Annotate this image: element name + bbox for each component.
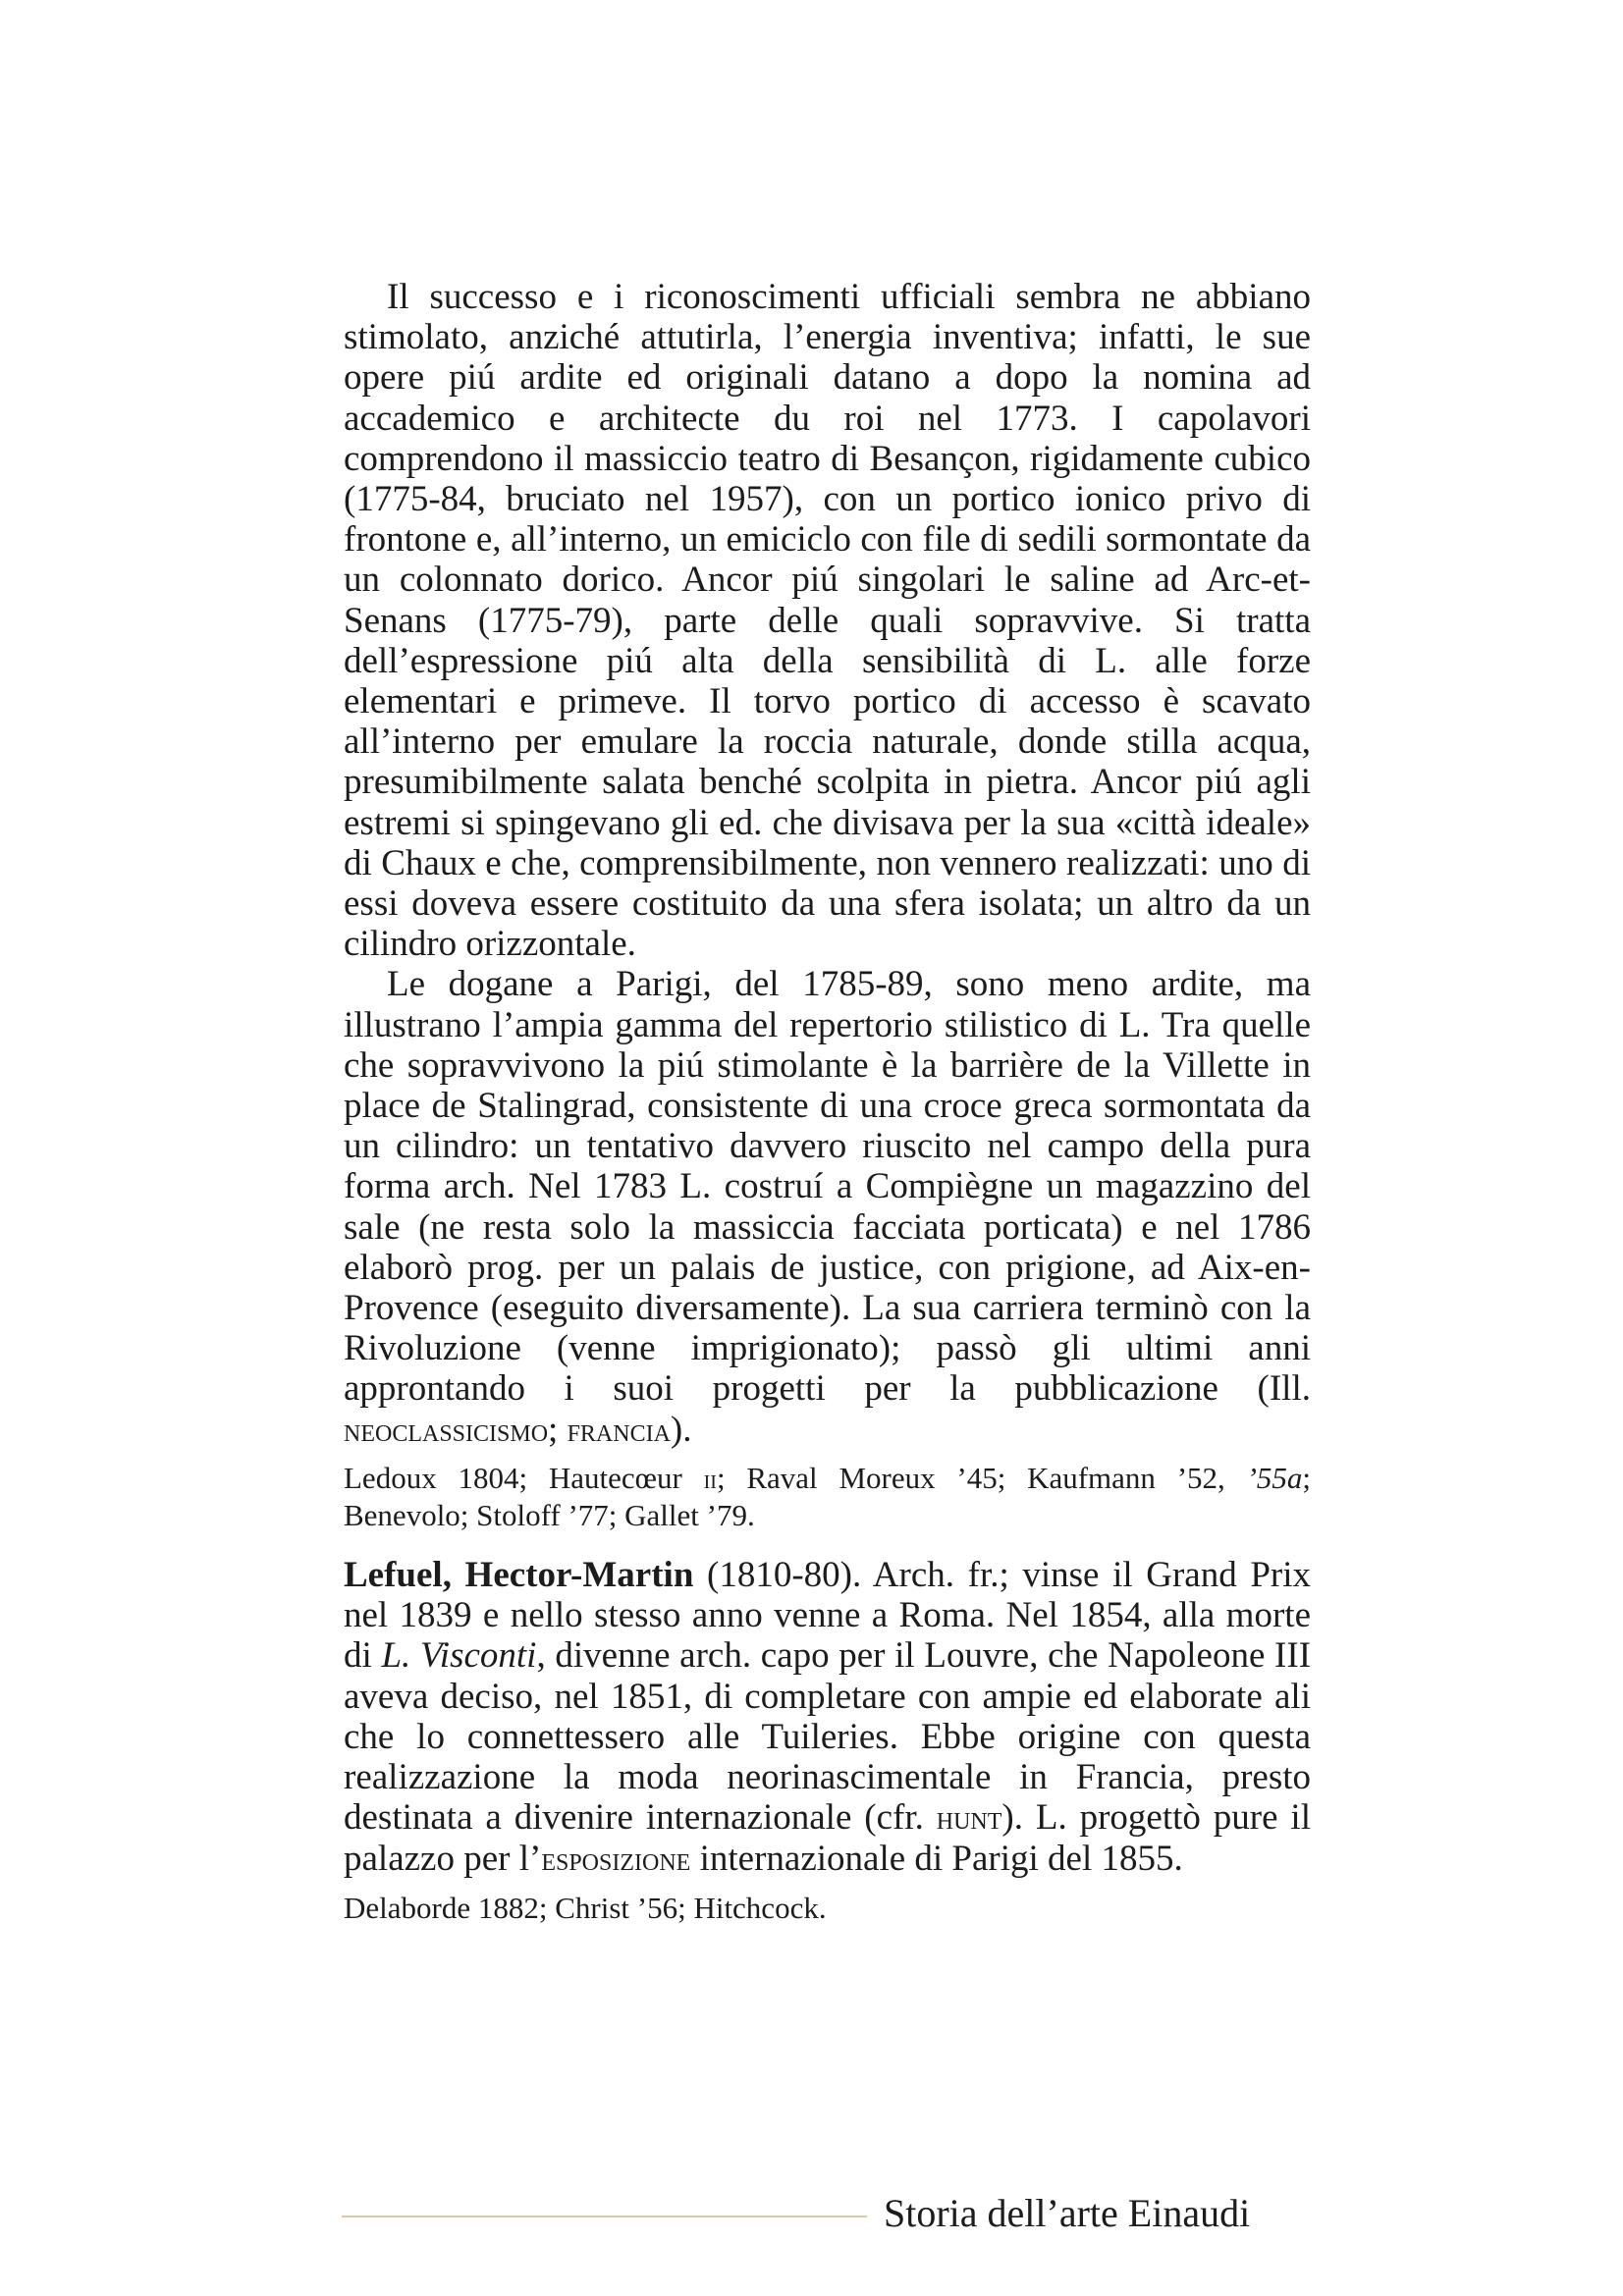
bibliography-lefuel [344,1891,1311,1926]
cross-reference[interactable]: francia [567,1412,671,1449]
footer-title: Storia dell’arte Einaudi [884,2191,1251,2235]
cross-reference[interactable]: esposizione [541,1842,691,1879]
biblio-text: Delaborde 1882; Christ ’56; Hitchcock. [344,1890,827,1925]
paragraph-ledoux-works [344,277,1311,964]
biblio-text: ; Raval Moreux ’45; Kaufmann ’52, [716,1460,1225,1495]
entry-text: , divenne arch. capo per il Louvre, che Napoleone III aveva deciso, nel 1851, di completare con ampie ed elaborate ali che lo connettessero alle Tuileries. Ebbe origine con questa realizzazione la moda neorinascimentale in Francia, presto destinata a divenire internazionale (cfr. [344,1635,1312,1839]
entry-text: (1810-80). Arch. fr.; vinse il Grand Prix nel 1839 e nello stesso anno venne a Roma. Nel 1854, alla morte di [344,1554,1311,1677]
biblio-text: Ledoux 1804; Hautecœur [344,1460,704,1495]
biblio-text: ; Benevolo; Stoloff ’77; Gallet ’79. [344,1460,1312,1532]
biblio-roman: ii [703,1464,717,1495]
separator: ; [548,1409,568,1450]
biblio-italic: ’55a [1246,1460,1303,1495]
paragraph-text: Il successo e i riconoscimenti ufficiali sembra ne abbiano stimolato, anziché attutirla, l’energia inventiva; infatti, le sue opere piú ardite ed originali datano a dopo la nomina ad accademico e architecte du roi nel 1773. I capolavori comprendono il massiccio teatro di Besançon, rigidamente cubico (1775-84, bruciato nel 1957), con un portico ionico privo di frontone e, all’interno, un emiciclo con file di sedili sormontate da un colonnato dorico. Ancor piú singolari le saline ad Arc-et-Senans (1775-79), parte delle quali sopravvive. Si tratta dell’espressione piú alta della sensibilità di L. alle forze elementari e primeve. Il torvo portico di accesso è scavato all’interno per emulare la roccia naturale, donde stilla acqua, presumibilmente salata benché scolpita in pietra. Ancor piú agli estremi si spingevano gli ed. che divisava per la sua «città ideale» di Chaux e che, comprensibilmente, non vennero realizzati: uno di essi doveva essere costituito da una sfera isolata; un altro da un cilindro orizzontale. [344,277,1311,965]
entry-text: ). L. progettò pure il palazzo per l’ [344,1797,1311,1880]
cross-reference[interactable]: neoclassicismo [344,1412,549,1449]
main-text [344,277,1311,1926]
paragraph-text: Le dogane a Parigi, del 1785-89, sono meno ardite, ma illustrano l’ampia gamma del repertorio stilistico di L. Tra quelle che sopravvivono la piú stimolante è la barrière de la Villette in place de Stalingrad, consistente di una croce greca sormontata da un cilindro: un tentativo davvero riuscito nel campo della pura forma arch. Nel 1783 L. costruí a Compiègne un magazzino del sale (ne resta solo la massiccia facciata porticata) e nel 1786 elaborò prog. per un palais de justice, con prigione, ad Aix-en-Provence (eseguito diversamente). La sua carriera terminò con la Rivoluzione (venne imprigionato); passò gli ultimi anni approntando i suoi progetti per la pubblicazione (Ill. [344,964,1311,1410]
cross-reference[interactable]: hunt [936,1800,1002,1838]
footer-rule [342,2216,867,2217]
paragraph-dogane [344,964,1311,1450]
paragraph-end: ). [670,1409,692,1450]
entry-heading: Lefuel, Hector-Martin [344,1554,694,1595]
entry-text: internazionale di Parigi del 1855. [690,1839,1183,1880]
bibliography-ledoux [344,1461,1311,1533]
entry-lefuel [344,1555,1311,1881]
cross-reference-italic[interactable]: L. Visconti [381,1635,537,1677]
